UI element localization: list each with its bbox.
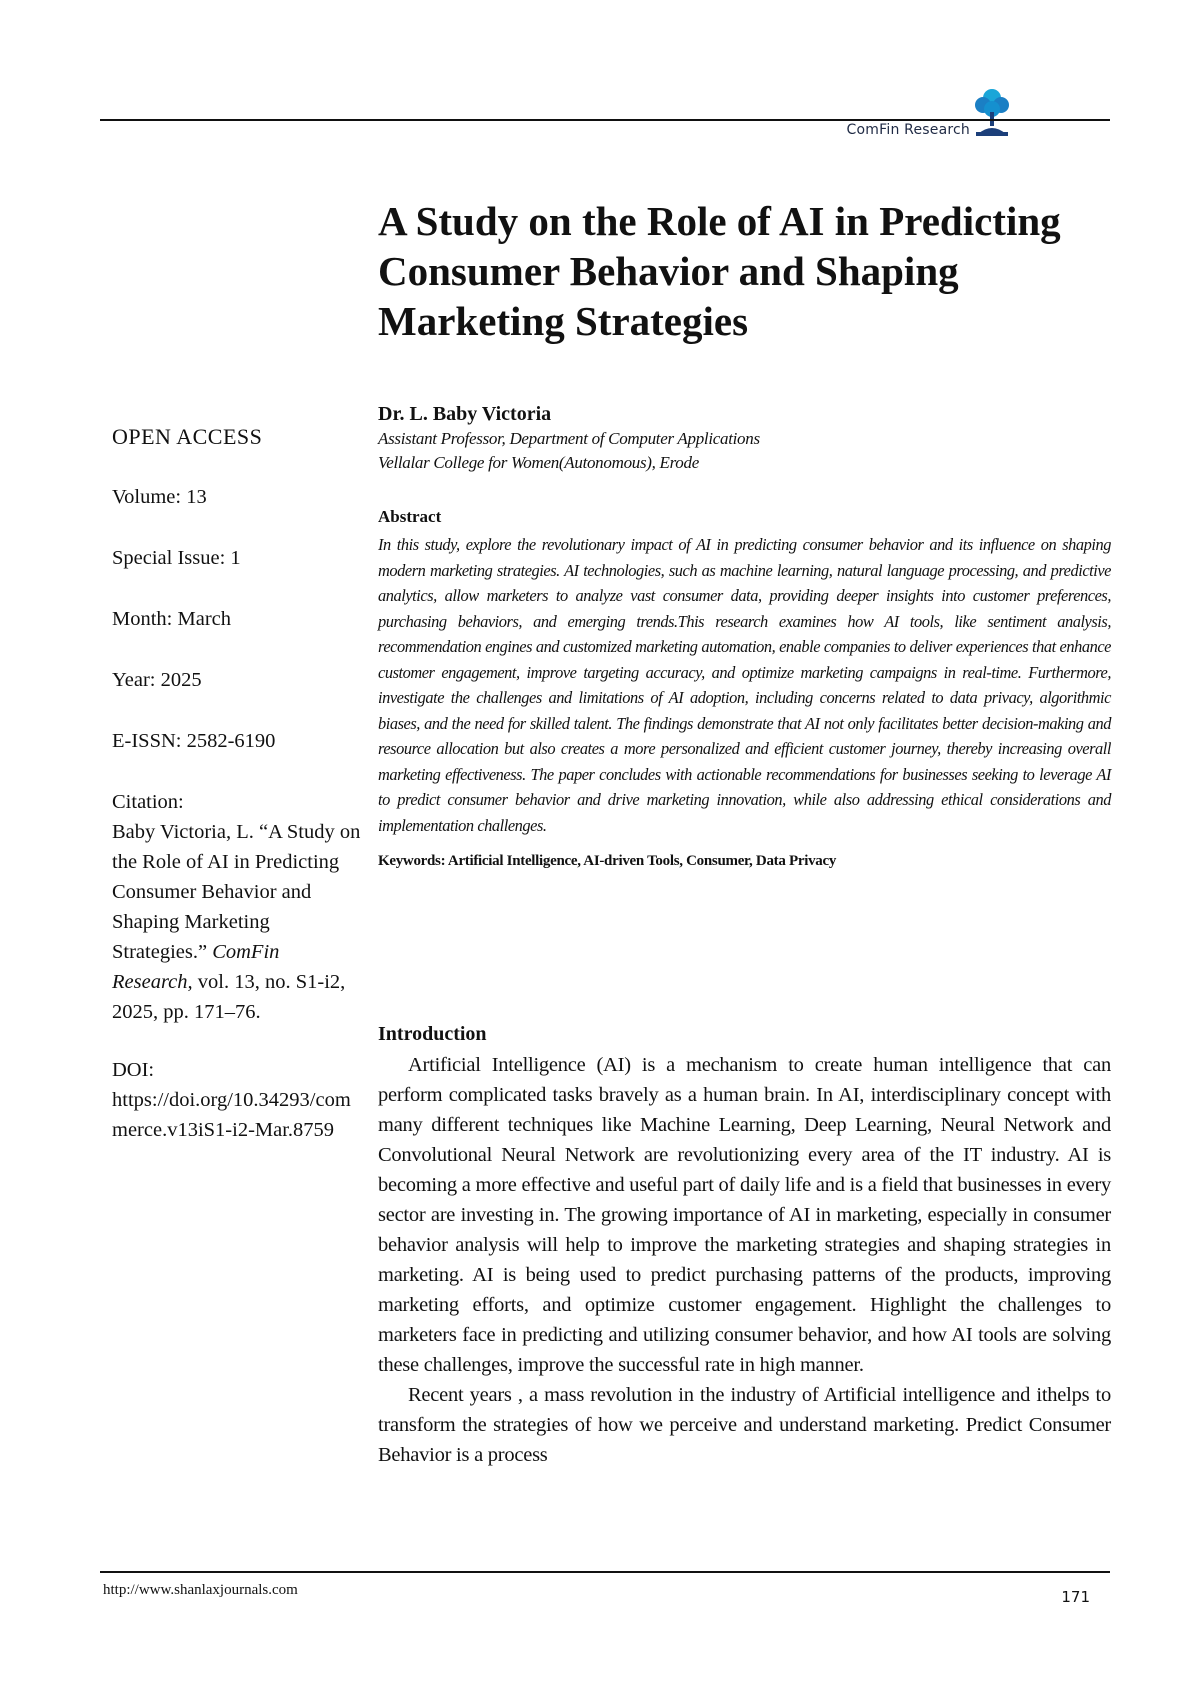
introduction-paragraph: Artificial Intelligence (AI) is a mechanism to create human intelligence that can perform complicated tasks bravely as a human brain. In AI, interdisciplinary concept with many different techniques like Machine Learning, Deep Learning, Neural Network and Convolutional Neural Network are revolutionizing every area of the IT industry. AI is becoming a more effective and useful part of daily life and is a field that businesses in every sector are investing in. The growing importance of AI in marketing, especially in consumer behavior analysis will help to improve the marketing strategies and shaping strategies in marketing. AI is being used to predict purchasing patterns of the products, improving marketing efforts, and optimize customer engagement. Highlight the challenges to marketers face in predicting and utilizing consumer behavior, and how AI tools are solving these challenges, improve the successful rate in high manner. <box>378 1054 1111 1376</box>
footer-rule <box>100 1571 1110 1573</box>
doi-link[interactable]: https://doi.org/10.34293/commerce.v13iS1-i2-Mar.8759 <box>112 1089 351 1141</box>
open-access-label: OPEN ACCESS <box>112 424 263 449</box>
abstract-section <box>378 505 1111 872</box>
introduction-heading: Introduction <box>378 1023 487 1045</box>
keywords: Keywords: Artificial Intelligence, AI-driven Tools, Consumer, Data Privacy <box>378 853 837 869</box>
volume: Volume: 13 <box>112 486 207 508</box>
brand-name: ComFin Research <box>846 122 970 138</box>
eissn: E-ISSN: 2582-6190 <box>112 730 276 752</box>
author-name: Dr. L. Baby Victoria <box>378 403 552 425</box>
header-rule <box>100 119 1110 121</box>
page-number: 171 <box>1061 1588 1090 1606</box>
abstract-heading: Abstract <box>378 507 442 526</box>
citation <box>112 817 362 1027</box>
tree-logo-icon <box>972 86 1012 138</box>
author-position: Assistant Professor, Department of Computer Applications <box>378 429 760 448</box>
year: Year: 2025 <box>112 669 202 691</box>
footer-url-link[interactable]: http://www.shanlaxjournals.com <box>103 1582 298 1598</box>
citation-details: vol. 13, no. S1-i2, 2025, pp. 171–76. <box>112 971 346 1023</box>
citation-text: Baby Victoria, L. “A Study on the Role of AI in Predicting Consumer Behavior and Shaping Marketing Strategies.” <box>112 821 361 963</box>
author-block <box>378 402 1118 475</box>
author-institution: Vellalar College for Women(Autonomous), Erode <box>378 453 699 472</box>
introduction-paragraph: Recent years , a mass revolution in the industry of Artificial intelligence and ithelps to transform the strategies of how we perceive and understand marketing. Predict Consumer Behavior is a process <box>378 1384 1111 1466</box>
article-info-sidebar <box>112 422 362 1145</box>
doi-label: DOI: <box>112 1059 155 1081</box>
citation-label: Citation: <box>112 791 184 813</box>
special-issue: Special Issue: 1 <box>112 547 241 569</box>
introduction-section <box>378 1022 1111 1470</box>
paper-title: A Study on the Role of AI in Predicting Consumer Behavior and Shaping Marketing Strategies <box>378 198 1061 344</box>
abstract-text: In this study, explore the revolutionary impact of AI in predicting consumer behavior and its influence on shaping modern marketing strategies. AI technologies, such as machine learning, natural language processing, and predictive analytics, allow marketers to analyze vast consumer data, providing deeper insights into customer preferences, purchasing behaviors, and emerging trends.This research examines how AI tools, like sentiment analysis, recommendation engines and customized marketing automation, enable companies to deliver experiences that enhance customer engagement, improve targeting accuracy, and optimize marketing campaigns in real-time. Furthermore, investigate the challenges and limitations of AI adoption, including concerns related to data privacy, algorithmic biases, and the need for skilled talent. The findings demonstrate that AI not only facilitates better decision-making and resource allocation but also creates a more personalized and efficient customer journey, thereby increasing overall marketing effectiveness. The paper concludes with actionable recommendations for businesses seeking to leverage AI to predict consumer behavior and drive marketing innovation, while also addressing ethical considerations and implementation challenges. <box>378 535 1111 835</box>
month: Month: March <box>112 608 231 630</box>
citation-journal: ComFin Research, <box>112 941 280 993</box>
journal-brand <box>847 86 1012 138</box>
